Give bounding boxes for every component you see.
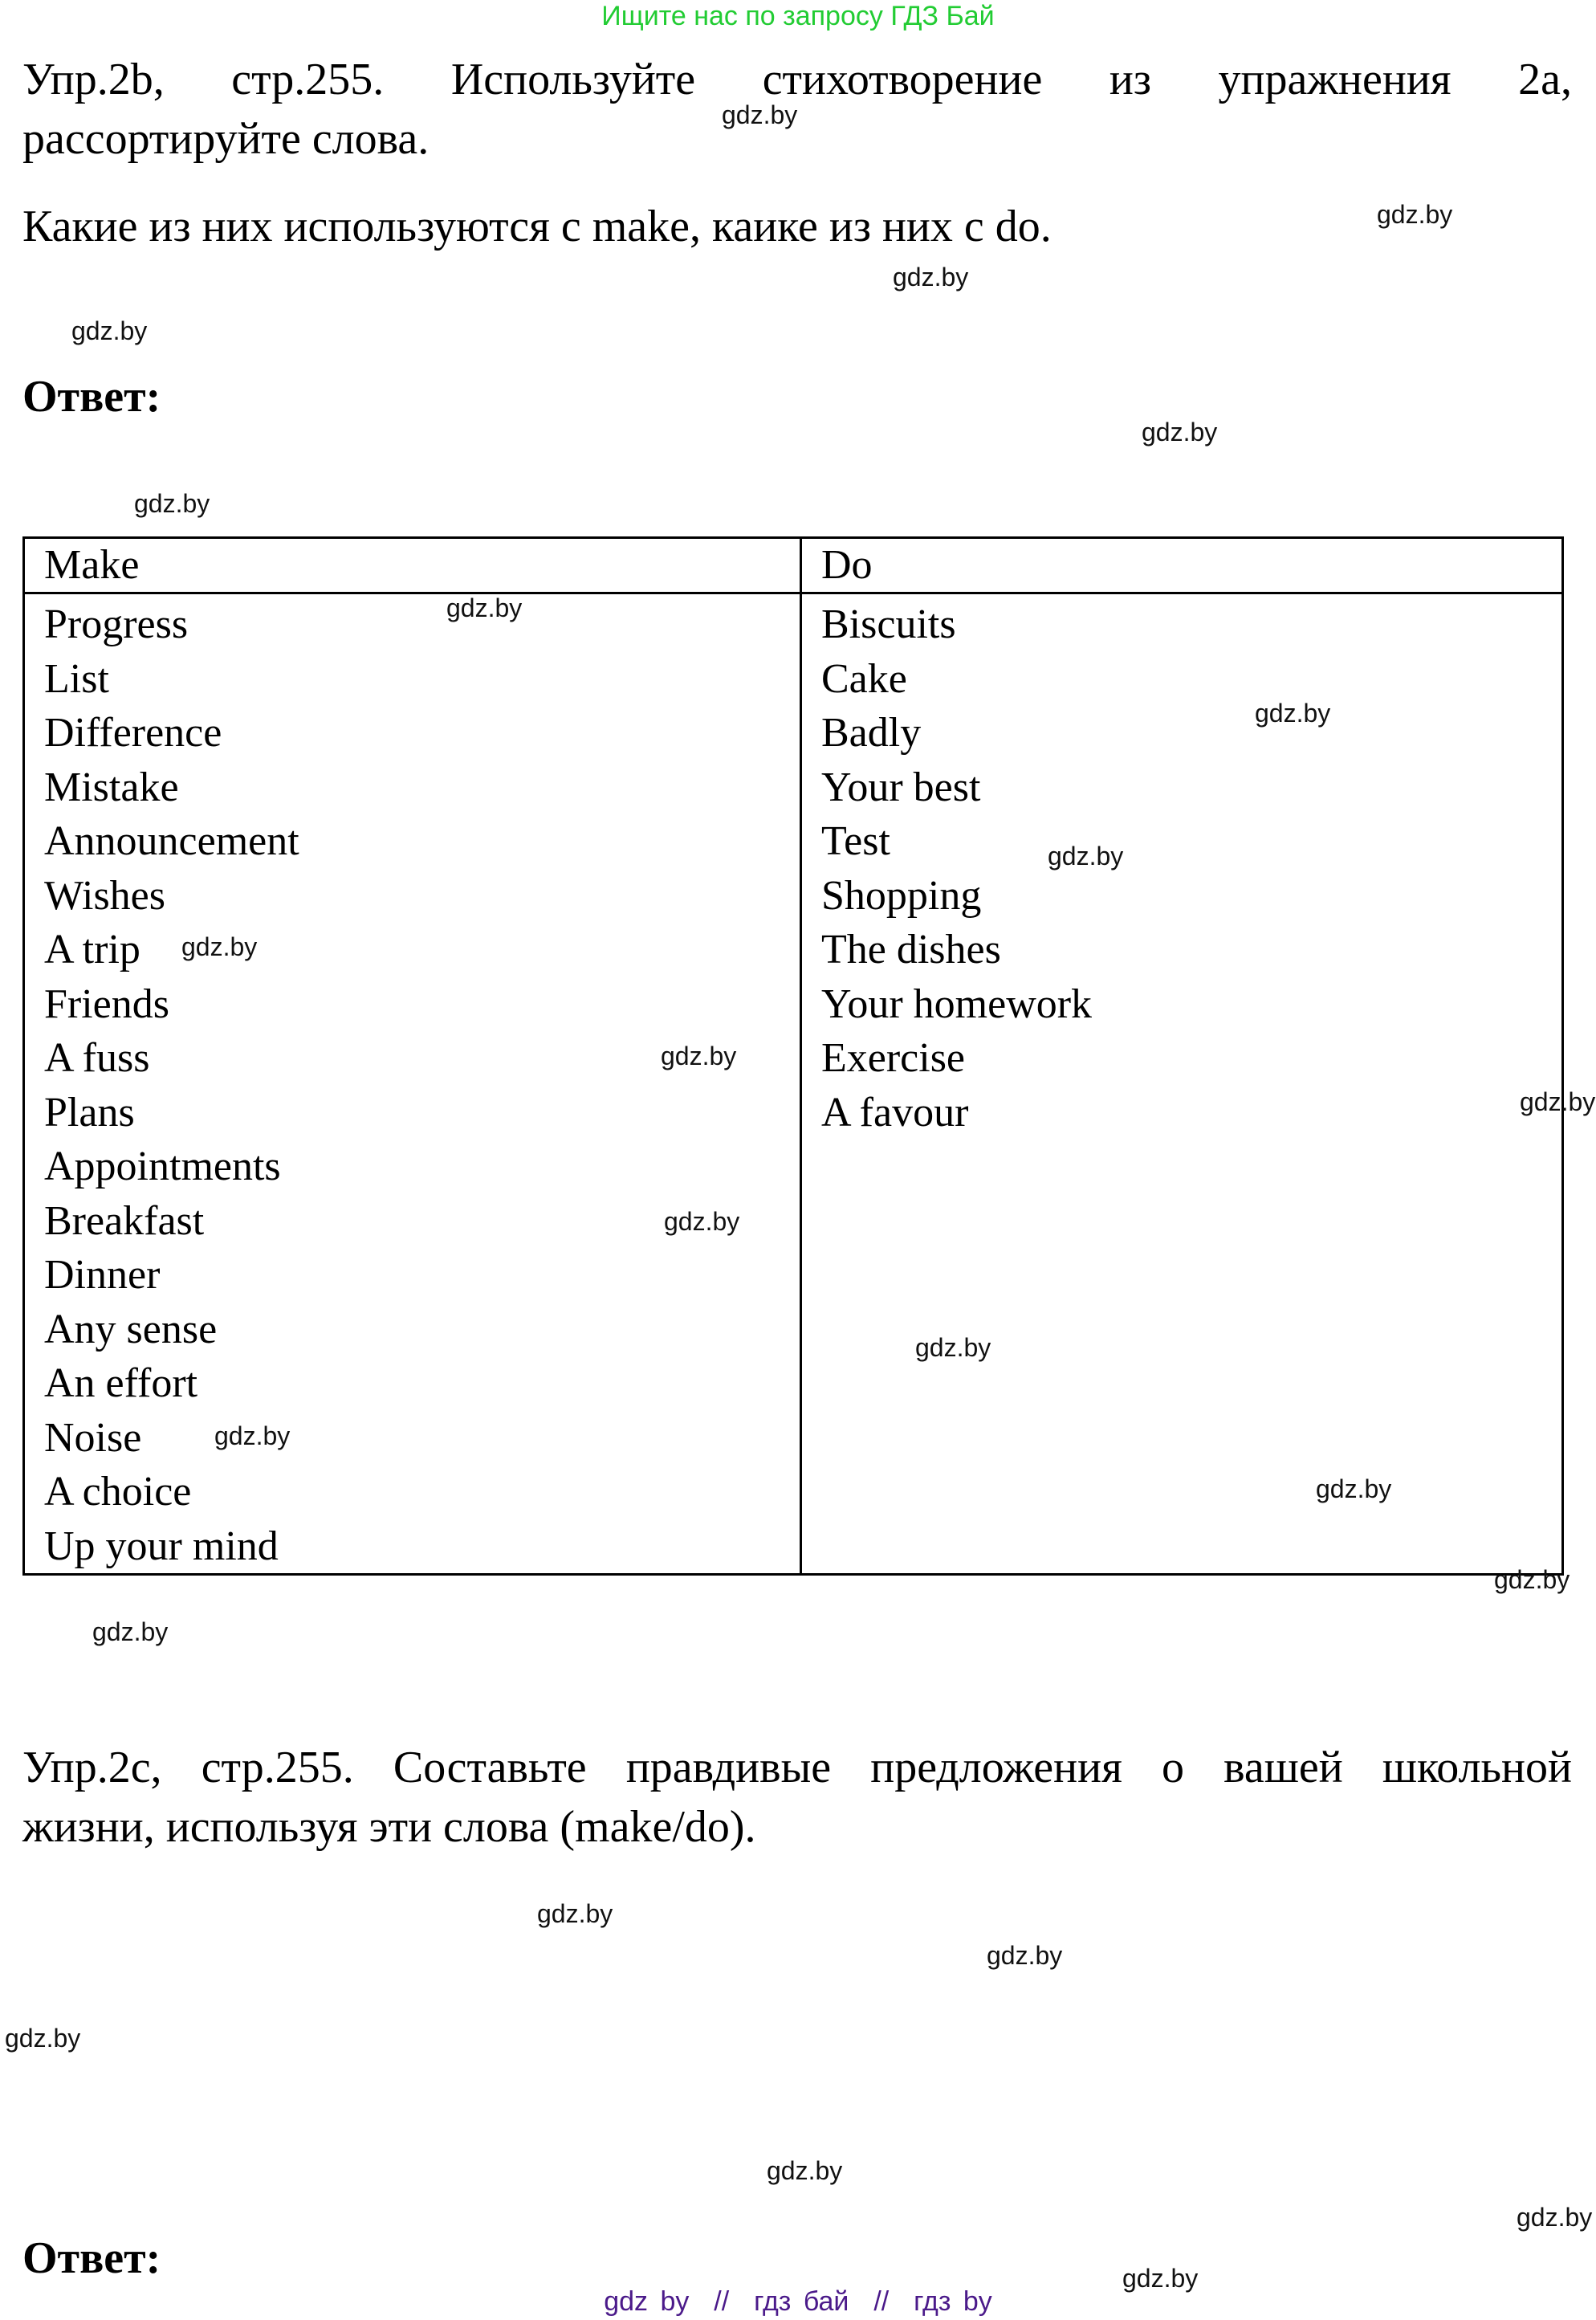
make-do-table [22, 536, 1564, 1576]
watermark: gdz.by [915, 1333, 991, 1362]
exercise-2c-line2: жизни, используя эти слова (make/do). [22, 1802, 756, 1852]
do-item: Your best [821, 764, 981, 810]
watermark: gdz.by [1142, 418, 1218, 446]
do-item: Biscuits [821, 601, 956, 647]
make-item: Difference [44, 710, 222, 756]
make-item: A fuss [44, 1035, 150, 1081]
table-header-row [24, 538, 1563, 593]
exercise-2c-prompt [22, 1738, 1572, 1857]
make-item: List [44, 655, 109, 702]
answer-label-2b: Ответ: [22, 372, 161, 422]
watermark: gdz.by [181, 932, 258, 961]
make-item: Progress [44, 601, 189, 647]
exercise-2b-question: Какие из них используются с make, каике из них с do. [22, 202, 1052, 251]
watermark: gdz.by [446, 593, 523, 622]
watermark: gdz.by [893, 263, 969, 292]
answer-label-2c: Ответ: [22, 2233, 161, 2283]
watermark: gdz.by [1255, 699, 1331, 728]
make-item: Wishes [44, 872, 165, 919]
watermark: gdz.by [767, 2156, 843, 2185]
watermark: gdz.by [214, 1421, 291, 1450]
make-item: Breakfast [44, 1197, 205, 1244]
make-column [24, 593, 801, 1575]
do-item: Your homework [821, 981, 1093, 1027]
make-item: Friends [44, 981, 169, 1027]
watermark: gdz.by [92, 1617, 169, 1646]
do-item: Test [821, 818, 890, 864]
do-item: Shopping [821, 872, 982, 919]
search-banner[interactable]: Ищите нас по запросу ГДЗ Бай [601, 1, 995, 31]
make-item: Up your mind [44, 1523, 279, 1569]
watermark: gdz.by [1520, 1087, 1596, 1116]
make-item: An effort [44, 1360, 198, 1406]
watermark: gdz.by [661, 1042, 737, 1070]
do-item: Cake [821, 655, 907, 702]
exercise-2b-line2: рассортируйте слова. [22, 114, 430, 164]
header-do: Do [801, 538, 1563, 593]
make-item: A trip [44, 927, 140, 972]
watermark: gdz.by [1316, 1474, 1392, 1503]
do-item: Badly [821, 710, 922, 756]
make-item: Mistake [44, 764, 179, 810]
make-item: Any sense [44, 1306, 218, 1352]
make-item: Appointments [44, 1144, 281, 1189]
watermark: gdz.by [1377, 200, 1453, 229]
do-item: A favour [821, 1089, 969, 1136]
make-item: Announcement [44, 818, 299, 864]
do-column [801, 593, 1563, 1575]
watermark: gdz.by [1048, 842, 1124, 871]
watermark: gdz.by [987, 1941, 1063, 1970]
watermark: gdz.by [537, 1899, 613, 1928]
watermark: gdz.by [1517, 2203, 1593, 2232]
make-item: Plans [44, 1089, 135, 1136]
watermark: gdz.by [5, 2024, 81, 2053]
exercise-2b-line1: Упр.2b, стр.255. Используйте стихотворение из упражнения 2а, [22, 55, 1572, 104]
make-item: A choice [44, 1469, 192, 1515]
make-item: Dinner [44, 1252, 161, 1298]
watermark: gdz.by [134, 489, 210, 518]
watermark: gdz.by [664, 1207, 740, 1236]
footer-links[interactable]: gdz by // гдз бай // гдз by [604, 2286, 992, 2317]
exercise-2c-line1: Упр.2c, стр.255. Составьте правдивые предложения о вашей школьной [22, 1743, 1572, 1792]
watermark: gdz.by [1122, 2264, 1199, 2293]
watermark: gdz.by [1494, 1565, 1570, 1594]
watermark: gdz.by [722, 100, 798, 129]
watermark: gdz.by [71, 316, 148, 345]
header-make: Make [24, 538, 801, 593]
do-item: The dishes [821, 927, 1001, 972]
do-item: Exercise [821, 1035, 966, 1081]
make-item: Noise [44, 1414, 142, 1461]
